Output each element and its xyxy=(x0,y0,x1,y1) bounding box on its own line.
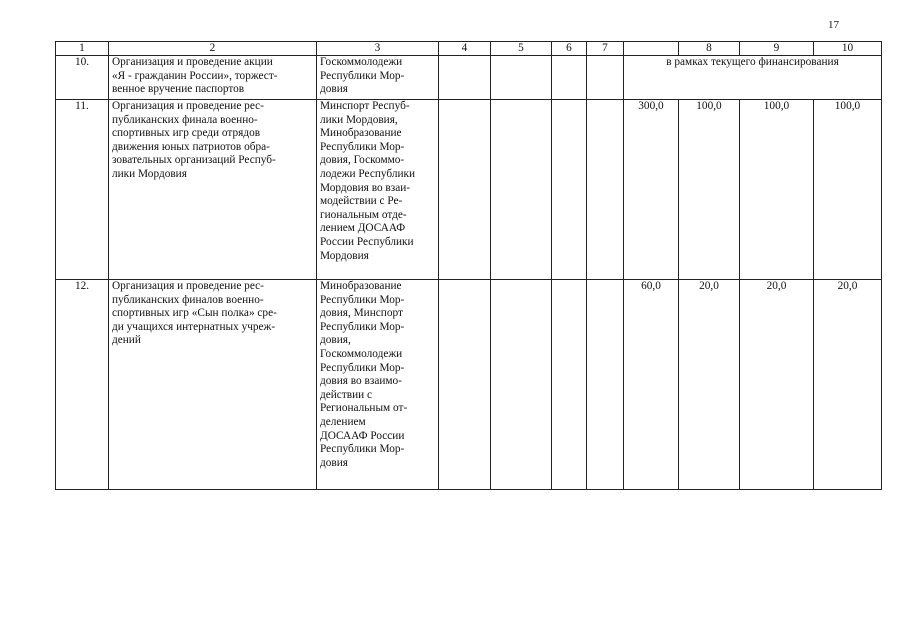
value-col9: 100,0 xyxy=(740,100,814,280)
col-header-10: 10 xyxy=(814,42,882,56)
value-col9: 20,0 xyxy=(740,280,814,490)
value-col8: 20,0 xyxy=(679,280,740,490)
event-name: Организация и проведение рес- публиканских финалов военно- спортивных игр «Сын полка» сре- ди учащихся интернатных учреж- дений xyxy=(109,280,317,490)
value-total: 300,0 xyxy=(624,100,679,280)
value-total: 60,0 xyxy=(624,280,679,490)
cell-col4 xyxy=(439,100,491,280)
col-header-4: 4 xyxy=(439,42,491,56)
program-table xyxy=(55,41,882,490)
col-header-6: 6 xyxy=(552,42,587,56)
executor: Минспорт Респуб- лики Мордовия, Минобразование Республики Мор- довия, Госкоммо- лодежи Республики Мордовия во взаи- модействии с Ре- гиональным отде- лением ДОСААФ России Республики Мордовия xyxy=(317,100,439,280)
col-header-7: 7 xyxy=(587,42,624,56)
table-row xyxy=(56,280,882,490)
event-name: Организация и проведение акции «Я - гражданин России», торжест- венное вручение паспортов xyxy=(109,56,317,100)
col-header-1: 1 xyxy=(56,42,109,56)
col-header-2: 2 xyxy=(109,42,317,56)
page-number: 17 xyxy=(828,19,839,31)
col-header-8: 8 xyxy=(679,42,740,56)
header-row xyxy=(56,42,882,56)
cell-col6 xyxy=(552,280,587,490)
row-number: 11. xyxy=(56,100,109,280)
cell-col5 xyxy=(491,56,552,100)
value-col10: 20,0 xyxy=(814,280,882,490)
cell-col4 xyxy=(439,280,491,490)
executor: Госкоммолодежи Республики Мор- довия xyxy=(317,56,439,100)
row-number: 12. xyxy=(56,280,109,490)
cell-col4 xyxy=(439,56,491,100)
col-header-3: 3 xyxy=(317,42,439,56)
funding-note: в рамках текущего финансирования xyxy=(624,56,882,100)
col-header-9: 9 xyxy=(740,42,814,56)
cell-col7 xyxy=(587,56,624,100)
executor: Минобразование Республики Мор- довия, Минспорт Республики Мор- довия, Госкоммолодежи Республики Мор- довия во взаимо- действии с Региональным от- делением ДОСААФ России Республики Мор- довия xyxy=(317,280,439,490)
row-number: 10. xyxy=(56,56,109,100)
cell-col6 xyxy=(552,100,587,280)
value-col10: 100,0 xyxy=(814,100,882,280)
cell-col7 xyxy=(587,280,624,490)
cell-col5 xyxy=(491,280,552,490)
cell-col6 xyxy=(552,56,587,100)
event-name: Организация и проведение рес- публиканских финала военно- спортивных игр среди отрядов движения юных патриотов обра- зовательных организаций Респуб- лики Мордовия xyxy=(109,100,317,280)
table-row xyxy=(56,56,882,100)
col-header-blank xyxy=(624,42,679,56)
col-header-5: 5 xyxy=(491,42,552,56)
table-row xyxy=(56,100,882,280)
cell-col5 xyxy=(491,100,552,280)
cell-col7 xyxy=(587,100,624,280)
value-col8: 100,0 xyxy=(679,100,740,280)
